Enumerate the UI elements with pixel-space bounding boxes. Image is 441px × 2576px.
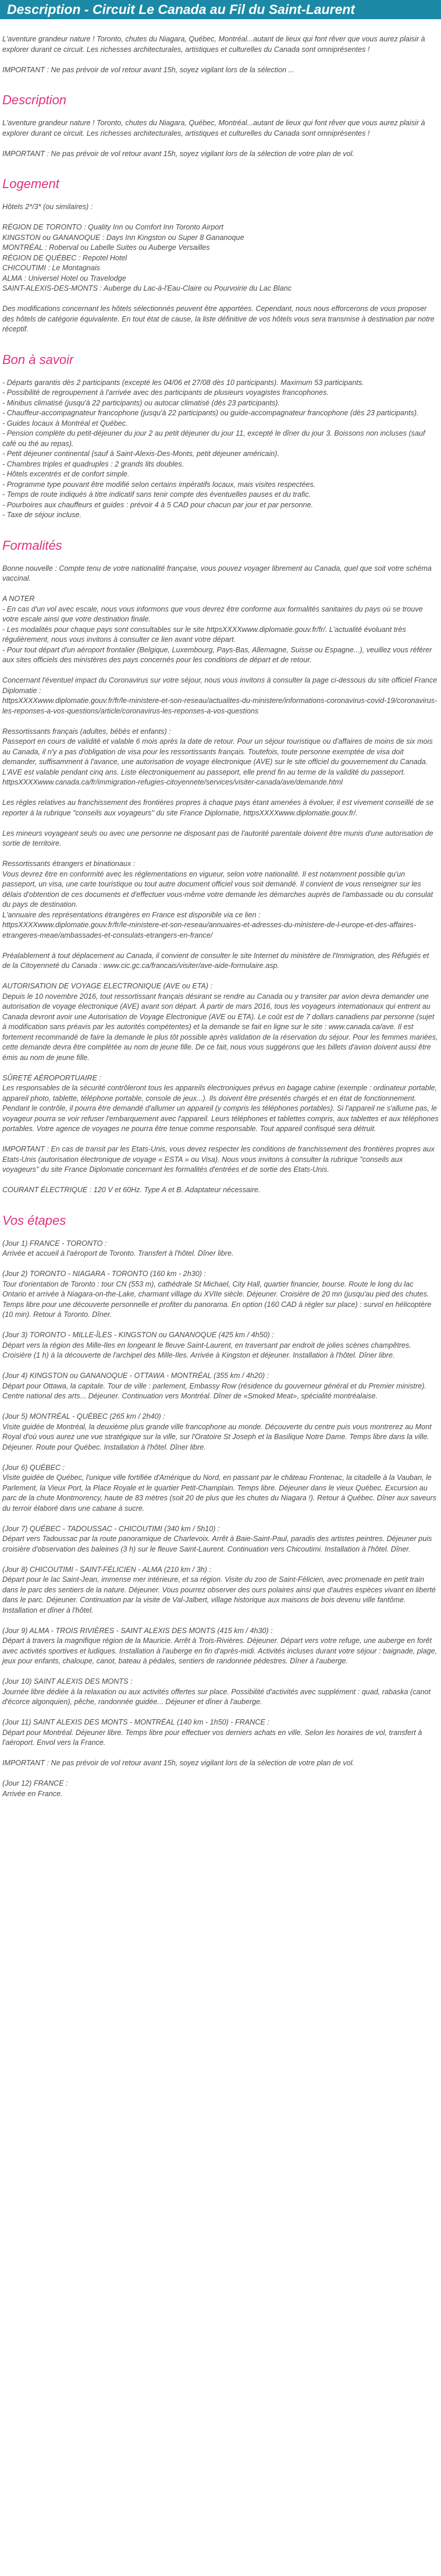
vos-etapes-heading: Vos étapes — [2, 1213, 66, 1228]
formalites-paragraph: AUTORISATION DE VOYAGE ELECTRONIQUE (AVE ou ETA) : Depuis le 10 novembre 2016, tout ressortissant français désirant se rendre au Canada ou y transiter par avion devra demander une autorisation de voyage électronique (AVE) avant son départ. À partir de mars 2016, tous les voyageurs internationaux qui entrent au Canada devront avoir une Autorisation de Voyage Electronique (AVE ou ETA). Le coût est de 7 dollars canadiens par personne (sujet à modification sans préavis par les autorités compétentes) et la demande se fait en ligne sur le site : www.canada.ca/ave. Il est fortement recommandé de faire la demande le plus tôt possible après validation de la réservation du séjour. Pour les femmes mariées, cette demande devra être complétée au nom de jeune fille. De ce fait, nous vous suggérons que les billets d'avion doivent aussi être émis au nom de jeune fille. — [2, 982, 438, 1062]
itinerary-day-text: Départ pour Montréal. Déjeuner libre. Temps libre pour effectuer vos derniers achats en ville. Selon les horaires de vol, transfert à l'aéroport. Envol vers la France. — [2, 1728, 422, 1747]
formalites-heading: Formalités — [2, 538, 62, 553]
intro-section — [2, 34, 439, 75]
bon-a-savoir-heading: Bon à savoir — [2, 352, 74, 367]
description-section — [2, 93, 439, 159]
itinerary-important-note — [2, 1758, 439, 1769]
formalites-paragraph: COURANT ÉLECTRIQUE : 120 V et 60Hz. Type A et B. Adaptateur nécessaire. — [2, 1186, 261, 1194]
itinerary-day-text: Départ pour le lac Saint-Jean, immense mer intérieure, et sa région. Visite du zoo de Saint-Félicien, avec promenade en petit train dans le parc des sentiers de la nature. Déjeuner. Vous pourrez observer des ours polaires ainsi que d'autres espèces vivant en liberté dans le parc. Déjeuner. Continuation par la visite de Val-Jalbert, village historique aux maisons de bois devenu ville fantôme. Installation et dîner à l'hôtel. — [2, 1575, 436, 1614]
itinerary-day — [2, 1565, 439, 1616]
itinerary-day — [2, 1330, 439, 1361]
itinerary-note-text: IMPORTANT : Ne pas prévoir de vol retour avant 15h, soyez vigilant lors de la sélection de votre plan de vol. — [2, 1759, 355, 1767]
itinerary-day — [2, 1371, 439, 1402]
itinerary-day-title: (Jour 9) ALMA - TROIS RIVIÈRES - SAINT ALEXIS DES MONTS (415 km / 4h30) : — [2, 1626, 273, 1635]
formalites-paragraph: Ressortissants étrangers et binationaux : Vous devrez être en conformité avec les réglementations en vigueur, selon votre nationalité. Il est notamment possible qu'un passeport, un visa, une carte touristique ou tout autre document officiel vous soit demandé. Il convient de vous renseigner sur les délais d'obtention de ces documents et d'effectuer vous-même votre demande les démarches auprès de l'ambassade ou du consulat du pays de destination. L'annuaire des représentations étrangères en France est disponible via ce lien : httpsXXXXwww.diplomatie.gouv.fr/fr/le-ministere-et-son-reseau/annuaires-et-adresses-du-ministere-de-l-europe-et-des-affaires-etrangeres-meae/ambassades-et-consulats-etrangers-en-france/ — [2, 860, 433, 939]
formalites-paragraph: A NOTER - En cas d'un vol avec escale, nous vous informons que vous devrez être conforme aux formalités sanitaires du pays où se trouve votre escale ainsi que votre destination finale. - Les modalités pour chaque pays sont consultables sur le site httpsXXXXwww.diplomatie.gouv.fr/fr/. L'actualité évoluant très régulièrement, nous vous invitons à consulter ce lien avant votre départ. - Pour tout départ d'un aéroport frontalier (Belgique, Luxembourg, Pays-Bas, Allemagne, Suisse ou Espagne...), veuillez vous référer aux sites officiels des ministères des pays concernés pour les conditions de départ et de retour. — [2, 595, 432, 664]
itinerary-day-text: Départ pour Ottawa, la capitale. Tour de ville : parlement, Embassy Row (résidence du gouverneur général et du Premier ministre). Centre national des arts... Déjeuner. Continuation vers Montréal. Dîner de «Smoked Meat», spécialité montréalaise. — [2, 1381, 426, 1400]
description-important-note: IMPORTANT : Ne pas prévoir de vol retour avant 15h, soyez vigilant lors de la sélection de votre plan de vol. — [2, 149, 355, 158]
logement-category: Hôtels 2*/3* (ou similaires) : — [2, 203, 93, 211]
description-heading: Description — [2, 93, 67, 107]
formalites-paragraph: IMPORTANT : En cas de transit par les Etats-Unis, vous devez respecter les conditions de franchissement des frontières propres aux Etats-Unis (autorisation électronique de voyage « ESTA » ou Visa). Nous vous invitons à consulter la rubrique "conseils aux voyageurs" du site France Diplomatie concernant les formalités d'entrées et de sortie des Etats-Unis. — [2, 1145, 435, 1174]
formalites-paragraph: Préalablement à tout déplacement au Canada, il convient de consulter le site Internet du ministère de l'Immigration, des Réfugiés et de la Citoyenneté du Canada : www.cic.gc.ca/francais/visiter/ave-aide-formulaire.asp. — [2, 951, 429, 970]
logement-heading: Logement — [2, 176, 59, 191]
logement-disclaimer: Des modifications concernant les hôtels sélectionnés peuvent être apportées. Cependant, nous nous efforcerons de vous proposer des hôtels de catégorie équivalente. En tout état de cause, la liste définitive de vos hôtels vous sera transmise à destination par notre réceptif. — [2, 305, 435, 333]
formalites-paragraph: Bonne nouvelle : Compte tenu de votre nationalité française, vous pouvez voyager librement au Canada, quel que soit votre schéma vaccinal. — [2, 564, 432, 582]
itinerary-day — [2, 1718, 439, 1748]
itinerary-day — [2, 1779, 439, 1799]
itinerary-day-text: Journée libre dédiée à la relaxation ou aux activités offertes sur place. Possibilité d'activités avec supplément : quad, rabaska (canot d'écorce algonquien), pêche, randonnée guidée... Déjeuner et dîner à l'auberge. — [2, 1687, 431, 1706]
description-paragraph: L'aventure grandeur nature ! Toronto, chutes du Niagara, Québec, Montréal...autant de lieux qui font rêver que vous aurez plaisir à explorer durant ce circuit. Les richesses architecturales, artistiques et culturelles du Canada sont omniprésentes ! — [2, 119, 425, 137]
itinerary-day-text: Tour d'orientation de Toronto : tour CN (553 m), cathédrale St Michael, City Hall, quartier financier, bourse. Route le long du lac Ontario et arrivée à Niagara-on-the-Lake, charmant village du XVIIe siècle. Déjeuner. Croisière de 20 mn (jusqu'au pied des chutes. Temps libre pour une découverte personnelle et profiter du panorama. En option (160 CAD à régler sur place) : survol en hélicoptère (10 min). Retour à Toronto. Dîner. — [2, 1280, 432, 1319]
itinerary-day-title: (Jour 6) QUÉBEC : — [2, 1463, 65, 1472]
bon-a-savoir-list: - Départs garantis dès 2 participants (excepté les 04/06 et 27/08 dès 10 participants). Maximum 53 participants. - Possibilité de regroupement à l'arrivée avec des participants de plusieurs voyagistes francophones. - Minibus climatisé (jusqu'à 22 participants) ou autocar climatisé (dès 23 participants). - Chauffeur-accompagnateur francophone (jusqu'à 22 participants) ou guide-accompagnateur francophone (dès 23 participants). - Guides locaux à Montréal et Québec. - Pension complète du petit-déjeuner du jour 2 au petit déjeuner du jour 11, excepté le dîner du jour 3. Boissons non incluses (sauf café ou thé au repas). - Petit déjeuner continental (sauf à Saint-Alexis-Des-Monts, petit déjeuner américain). - Chambres triples et quadruples : 2 grands lits doubles. - Hôtels excentrés et de confort simple. - Programme type pouvant être modifié selon certains impératifs locaux, mais visites respectées. - Temps de route indiqués à titre indicatif sans tenir compte des éventuelles pauses et du trafic. - Pourboires aux chauffeurs et guides : prévoir 4 à 5 CAD pour chacun par jour et par personne. - Taxe de séjour incluse. — [2, 378, 425, 519]
itinerary-day-title: (Jour 4) KINGSTON ou GANANOQUE - OTTAWA - MONTRÉAL (355 km / 4h20) : — [2, 1372, 269, 1380]
itinerary-day-title: (Jour 7) QUÉBEC - TADOUSSAC - CHICOUTIMI (340 km / 5h10) : — [2, 1524, 220, 1533]
itinerary-day-title: (Jour 10) SAINT ALEXIS DES MONTS : — [2, 1677, 133, 1685]
itinerary-day-text: Visite guidée de Québec, l'unique ville fortifiée d'Amérique du Nord, en passant par le château Frontenac, la citadelle à la Vauban, le Parlement, la Vieux Port, la Place Royale et le quartier Petit-Champlain. Temps libre. Déjeuner dans le vieux Québec. Excursion au parc de la chute Montmorency, haute de 83 mètres (soit 20 de plus que les chutes du Niagara !). Retour à Québec. Dîner aux saveurs du terroir élaboré dans une cabane à sucre. — [2, 1473, 437, 1513]
intro-paragraph: L'aventure grandeur nature ! Toronto, chutes du Niagara, Québec, Montréal...autant de lieux qui font rêver que vous aurez plaisir à explorer durant ce circuit. Les richesses architecturales, artistiques et culturelles du Canada sont omniprésentes ! — [2, 35, 425, 54]
itinerary-day — [2, 1677, 439, 1708]
itinerary-day-text: Départ à travers la magnifique région de la Mauricie. Arrêt à Trois-Rivières. Déjeuner. Départ vers votre refuge, une auberge en forêt avec activités sportives et ludiques. Installation à l'auberge en fin d'après-midi. Activités incluses durant votre séjour : baignade, plage, jeux pour enfants, chaloupe, canot, bateau à pédales, sentiers de randonnée pédestres. Dîner à l'auberge. — [2, 1637, 438, 1665]
formalites-paragraph: SÛRETÉ AÉROPORTUAIRE : Les responsables de la sécurité contrôleront tous les appareils électroniques prévus en bagage cabine (exemple : ordinateur portable, appareil photo, tablette, téléphone portable, console de jeux...). Ils doivent être présentés chargés et en état de fonctionnement. Pendant le contrôle, il pourra être demandé d'allumer un appareil (y compris les téléphones portables). Si l'appareil ne s'allume pas, le voyageur pourra se voir refuser l'embarquement avec l'appareil. Leurs téléphones et tablettes compris, aux tablettes et aux téléphones portables. Votre agence de voyages ne pourra être tenue comme responsable. Tout appareil confisqué sera détruit. — [2, 1073, 439, 1133]
itinerary-day — [2, 1412, 439, 1453]
itinerary-day-text: Départ vers la région des Mille-Iles en longeant le fleuve Saint-Laurent, en traversant par endroit de jolies scènes champêtres. Croisière (1 h) à la découverte de l'archipel des Mille-Iles. Arrivée à Kingston et déjeuner. Installation à l'hôtel. Dîner libre. — [2, 1341, 411, 1359]
itinerary-day-text: Arrivée en France. — [2, 1789, 63, 1798]
itinerary-day-text: Départ vers Tadoussac par la route panoramique de Charlevoix. Arrêt à Baie-Saint-Paul, paradis des artistes peintres. Déjeuner puis croisière d'observation des baleines (3 h) sur le fleuve Saint-Laurent. Continuation vers Chicoutimi. Installation à l'hôtel. Dîner. — [2, 1535, 432, 1553]
formalites-paragraph: Concernant l'éventuel impact du Coronavirus sur votre séjour, nous vous invitons à consulter la page ci-dessous du site officiel France Diplomatie : httpsXXXXwww.diplomatie.gouv.fr/fr/le-ministere-et-son-reseau/actualites-du-ministere/informations-coronavirus-covid-19/coronavirus-les-reponses-a-vos-questions/article/coronavirus-les-reponses-a-vos-questions — [2, 676, 438, 715]
logement-hotel-list: RÉGION DE TORONTO : Quality Inn ou Comfort Inn Toronto Airport KINGSTON ou GANANOQUE : Days Inn Kingston ou Super 8 Gananoque MONTRÉAL : Roberval ou Labelle Suites ou Auberge Versailles RÉGION DE QUÉBEC : Repotel Hotel CHICOUTIMI : Le Montagnais ALMA : Universel Hotel ou Travelodge SAINT-ALEXIS-DES-MONTS : Auberge du Lac-à-l'Eau-Claire ou Pourvoirie du Lac Blanc — [2, 223, 292, 292]
itinerary-day — [2, 1463, 439, 1514]
bon-a-savoir-section — [2, 352, 439, 521]
itinerary-day-title: (Jour 5) MONTRÉAL - QUÉBEC (265 km / 2h40) : — [2, 1412, 165, 1420]
itinerary-day — [2, 1239, 439, 1259]
itinerary-day-title: (Jour 1) FRANCE - TORONTO : — [2, 1239, 107, 1248]
formalites-paragraph: Les mineurs voyageant seuls ou avec une personne ne disposant pas de l'autorité parentale doivent être munis d'une autorisation de sortie de territoire. — [2, 829, 433, 847]
itinerary-day-text: Visite guidée de Montréal, la deuxième plus grande ville francophone au monde. Découverte du centre puis vous montrerez au Mont Royal d'où vous aurez une vue stratégique sur la ville, sur l'Oratoire St Joseph et la Basilique Notre Dame. Temps libre dans la ville. Déjeuner. Route pour Québec. Installation à l'hôtel. Dîner libre. — [2, 1422, 432, 1451]
formalites-section — [2, 538, 439, 1196]
itinerary-day-title: (Jour 8) CHICOUTIMI - SAINT-FÉLICIEN - ALMA (210 km / 3h) : — [2, 1565, 211, 1574]
content — [0, 34, 441, 1833]
formalites-paragraph: Ressortissants français (adultes, bébés et enfants) : Passeport en cours de validité et valable 6 mois après la date de retour. Pour un séjour touristique ou d'affaires de moins de six mois au Canada, il n'y a pas d'obligation de visa pour les ressortissants français. Toutefois, toute personne exemptée de visa doit demander, suffisamment à l'avance, une autorisation de voyage électronique (AVE) sur le site officiel du gouvernement du Canada. L'AVE est valable pendant cinq ans. Liste électroniquement au passeport, elle prend fin au terme de la validité du passeport. httpsXXXXwww.canada.ca/fr/immigration-refugies-citoyennete/services/visiter-canada/ave/demande.html — [2, 727, 433, 786]
intro-important-note: IMPORTANT : Ne pas prévoir de vol retour avant 15h, soyez vigilant lors de la sélection ... — [2, 65, 295, 74]
itinerary-day-title: (Jour 12) FRANCE : — [2, 1779, 68, 1787]
itinerary-day-title: (Jour 2) TORONTO - NIAGARA - TORONTO (160 km - 2h30) : — [2, 1270, 206, 1278]
itinerary-day-text: Arrivée et accueil à l'aéroport de Toronto. Transfert à l'hôtel. Dîner libre. — [2, 1249, 234, 1257]
itinerary-day-title: (Jour 11) SAINT ALEXIS DES MONTS - MONTRÉAL (140 km - 1h50) - FRANCE : — [2, 1718, 269, 1726]
vos-etapes-section — [2, 1213, 439, 1800]
page-banner-title: Description - Circuit Le Canada au Fil du Saint-Laurent — [0, 0, 441, 19]
itinerary-day — [2, 1524, 439, 1555]
formalites-paragraph: Les règles relatives au franchissement des frontières propres à chaque pays étant amenées à évoluer, il est vivement conseillé de se reporter à la rubrique "conseils aux voyageurs" du site France Diplomatie, httpsXXXXwww.diplomatie.gouv.fr/. — [2, 798, 434, 817]
itinerary-day-title: (Jour 3) TORONTO - MILLE-ÎLES - KINGSTON ou GANANOQUE (425 km / 4h50) : — [2, 1331, 274, 1339]
itinerary-day — [2, 1626, 439, 1667]
logement-section — [2, 176, 439, 335]
itinerary-day — [2, 1269, 439, 1320]
